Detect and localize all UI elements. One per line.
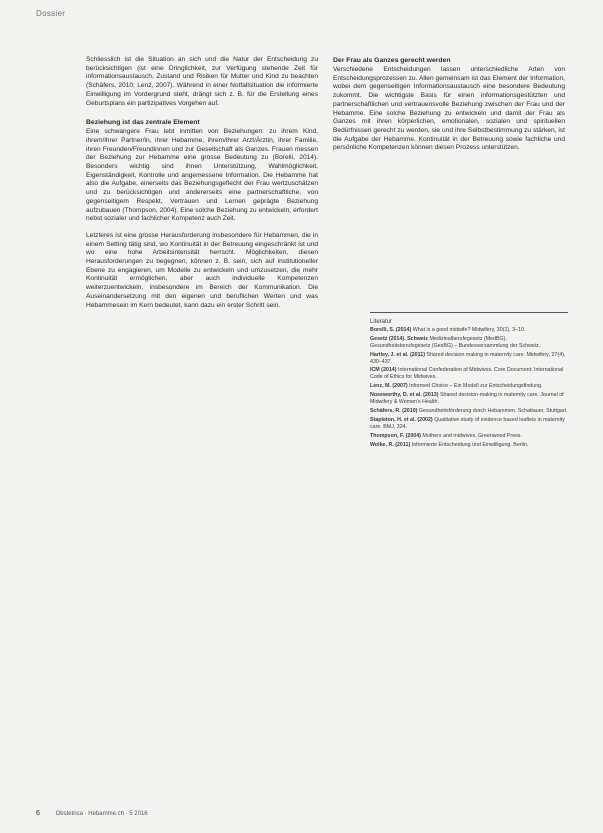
- section-heading-relationship: Beziehung ist das zentrale Element: [86, 119, 200, 127]
- relationship-paragraph-2: Letzteres ist eine grosse Herausforderung insbesondere für Hebammen, die in einem Setting tätig sind, wo Kontinuität in der Betreuung eingeschränkt ist und wo eine hohe Arbeitsintensität herrscht. Möglichkeiten, diesen Herausforderungen zu begegnen, können z. B. sein, sich auf institutioneller Ebene zu engagieren, um Modelle zu entwickeln und umzusetzen, die mehr Kontinuität ermöglichen, aber auch individuelle Kompetenzen weiterzuentwickeln, insbesondere im Bereich der Kommunikation. Die Auseinandersetzung mit den eigenen und beruflichen Werten und was Hebammesein im Kern bedeutet, kann dazu ein erster Schritt sein.: [86, 231, 318, 309]
- whole-woman-paragraph: Verschiedene Entscheidungen lassen unterschiedliche Arten von Entscheidungsprozessen zu. Allen gemeinsam ist das Element der Information, wobei dem gegenseitigen Informationsaustausch eine besondere Bedeutung zukommt. Die wichtigste Basis für einen informationsgestützten und partnerschaftlichen und vertrauensvolle Beziehung zwischen der Frau und der Hebamme. Eine solche Beziehung zu entwickeln und damit der Frau als Ganzes mit ihren körperlichen, emotionalen, sozialen und spirituellen Bedürfnissen gerecht zu werden, sie und ihre Selbstbestimmung zu stärken, ist die Aufgabe der Hebamme. Kontinuität in der Betreuung sowie fachliche und persönliche Kompetenzen können diesen Prozess unterstützen.: [333, 66, 565, 152]
- page-number: 6: [36, 810, 40, 817]
- literature-author: Wolke, R. (2011): [370, 441, 411, 448]
- page-footer: [36, 810, 148, 817]
- left-column: [86, 56, 318, 318]
- intro-paragraph: Schliesslich ist die Situation an sich und die Natur der Entscheidung zu berücksichtigen (ist eine Dringlichkeit, zur Verfügung stehende Zeit für informationsaustausch, Zustand und Risiken für Mutter und Kind zu beachten (Schäfers, 2010; Lenz, 2007). Während in einer Notfallsituation die informierte Einwilligung im Vordergrund steht, drängt sich z. B. für die Erstellung eines Geburtsplans ein partizipatives Vorgehen auf.: [86, 56, 318, 107]
- literature-text: Shared decision-making in maternity care. Journal of Midwifery & Women's Health.: [370, 392, 564, 406]
- literature-author: Stapleton, H. et al. (2002): [370, 416, 433, 423]
- journal-reference: Obstetrica · Hebamme.ch · 5 2016: [55, 811, 148, 817]
- literature-text: Shared decision making in maternity care. Midwifery, 27(4), 430–437.: [370, 351, 566, 365]
- literature-item: [370, 417, 568, 431]
- literature-author: Thompson, F. (2004): [370, 432, 421, 439]
- literature-text: Qualitative study of evidence based leaflets in maternity care. BMJ, 324.: [370, 416, 565, 430]
- literature-author: Borelli, S. (2014): [370, 326, 412, 333]
- literature-item: [370, 442, 568, 449]
- literature-author: Noseworthy, D. et al. (2013): [370, 392, 439, 399]
- literature-text: Medizinalberufegesetz (MedBG), Gesundheitsberufegesetz (GesBG) – Bundesversammlung der Schweiz.: [370, 335, 541, 349]
- literature-author: Hartley, J. et al. (2011): [370, 351, 425, 358]
- literature-text: What is a good midwife? Midwifery, 30(1), 3–10.: [412, 326, 526, 333]
- literature-text: Informierte Entscheidung und Einwilligung. Berlin.: [411, 441, 529, 448]
- literature-heading: Literatur: [370, 319, 393, 325]
- literature-author: Lenz, M. (2007): [370, 383, 408, 390]
- literature-item: [370, 367, 568, 381]
- literature-box: [370, 312, 568, 451]
- literature-author: Gesetz (2014). Schweiz: [370, 335, 428, 342]
- literature-text: Gesundheitsförderung durch Hebammen. Schattauer, Stuttgart.: [418, 407, 568, 414]
- literature-list: [370, 327, 568, 449]
- literature-author: Schäfers, R. (2010): [370, 407, 418, 414]
- literature-item: [370, 433, 568, 440]
- literature-text: Mothers and midwives. Greenwood Press.: [422, 432, 522, 439]
- literature-item: [370, 392, 568, 406]
- literature-text: Informed Choice – Ein Modell zur Entscheidungsfindung.: [409, 383, 543, 390]
- literature-author: ICM (2014): [370, 367, 397, 374]
- literature-text: International Confederation of Midwives. Core Document: International Code of Ethics for Midwives.: [370, 367, 564, 381]
- section-label: Dossier: [36, 9, 66, 18]
- literature-item: [370, 327, 568, 334]
- literature-item: [370, 352, 568, 366]
- section-heading-whole-woman: Der Frau als Ganzes gerecht werden: [333, 57, 451, 64]
- literature-item: [370, 383, 568, 390]
- literature-item: [370, 336, 568, 350]
- relationship-paragraph-1: Eine schwangere Frau lebt inmitten von Beziehungen: zu ihrem Kind, ihrem/ihrer Partner/in, ihrer Hebamme, ihrem/ihrer Arzt/Ärztin, ihrer Familie, ihren Freunden/Freundinnen und zur Gesellschaft als Ganzes. Frauen messen der Beziehung zur Hebamme eine grosse Bedeutung zu (Borelli, 2014). Besonders wichtig sind ihnen Unterstützung, Wahlmöglichkeit, Eigenständigkeit, Kontrolle und angemessene Information. Die Hebamme hat also die Aufgabe, einerseits das Beziehungsgeflecht der Frau wertzuschätzen und zu berücksichtigen und andererseits eine partnerschaftliche, von gegenseitigem Respekt, Vertrauen und Lernen geprägte Beziehung aufzubauen (Thompson, 2004). Eine solche Beziehung zu entwickeln, erfordert nebst sozialer und fachlicher Kompetenz auch Zeit.: [86, 128, 318, 223]
- literature-item: [370, 408, 568, 415]
- right-column: [333, 56, 565, 161]
